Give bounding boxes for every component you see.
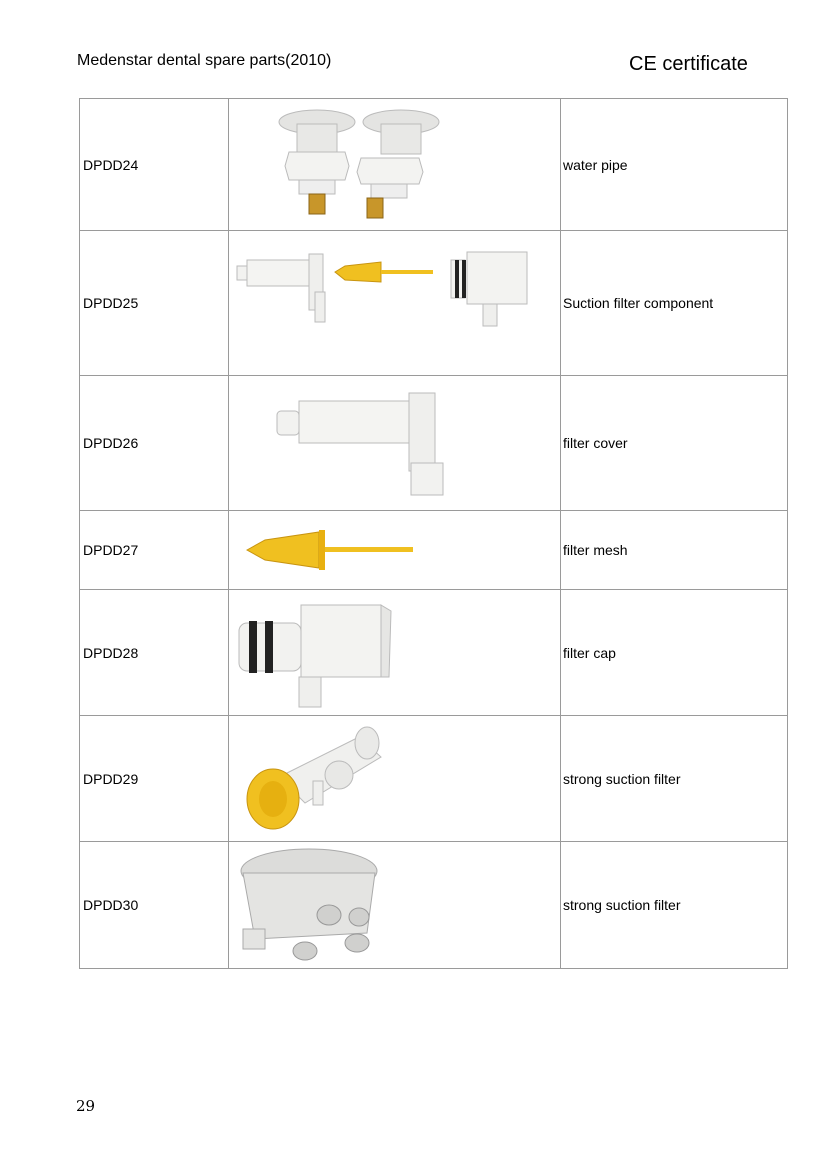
strong-suction-filter-icon bbox=[229, 717, 560, 841]
part-description: filter cap bbox=[561, 590, 788, 716]
table-row bbox=[80, 716, 788, 842]
part-description: Suction filter component bbox=[561, 231, 788, 376]
table-row bbox=[80, 590, 788, 716]
part-image bbox=[229, 511, 561, 590]
part-image bbox=[229, 231, 561, 376]
part-code: DPDD28 bbox=[80, 590, 229, 716]
table-row bbox=[80, 511, 788, 590]
certificate-label: CE certificate bbox=[629, 53, 748, 75]
part-description: filter mesh bbox=[561, 511, 788, 590]
part-code: DPDD30 bbox=[80, 842, 229, 969]
part-description: strong suction filter bbox=[561, 716, 788, 842]
page-number: 29 bbox=[76, 1097, 96, 1115]
table-row bbox=[80, 842, 788, 969]
part-description: filter cover bbox=[561, 376, 788, 511]
table-row bbox=[80, 99, 788, 231]
table-row bbox=[80, 376, 788, 511]
part-description: water pipe bbox=[561, 99, 788, 231]
water-pipe-fittings-icon bbox=[229, 100, 560, 230]
parts-table bbox=[79, 98, 788, 969]
strong-suction-filter-housing-icon bbox=[229, 843, 560, 968]
part-code: DPDD25 bbox=[80, 231, 229, 376]
part-image bbox=[229, 842, 561, 969]
part-code: DPDD24 bbox=[80, 99, 229, 231]
part-image bbox=[229, 376, 561, 511]
part-code: DPDD29 bbox=[80, 716, 229, 842]
suction-filter-component-icon bbox=[229, 232, 560, 375]
part-image bbox=[229, 99, 561, 231]
part-code: DPDD26 bbox=[80, 376, 229, 511]
part-code: DPDD27 bbox=[80, 511, 229, 590]
table-row bbox=[80, 231, 788, 376]
document-title: Medenstar dental spare parts(2010) bbox=[77, 52, 332, 69]
filter-mesh-icon bbox=[229, 512, 560, 589]
part-image bbox=[229, 590, 561, 716]
filter-cover-icon bbox=[229, 377, 560, 510]
filter-cap-icon bbox=[229, 591, 560, 715]
part-image bbox=[229, 716, 561, 842]
part-description: strong suction filter bbox=[561, 842, 788, 969]
